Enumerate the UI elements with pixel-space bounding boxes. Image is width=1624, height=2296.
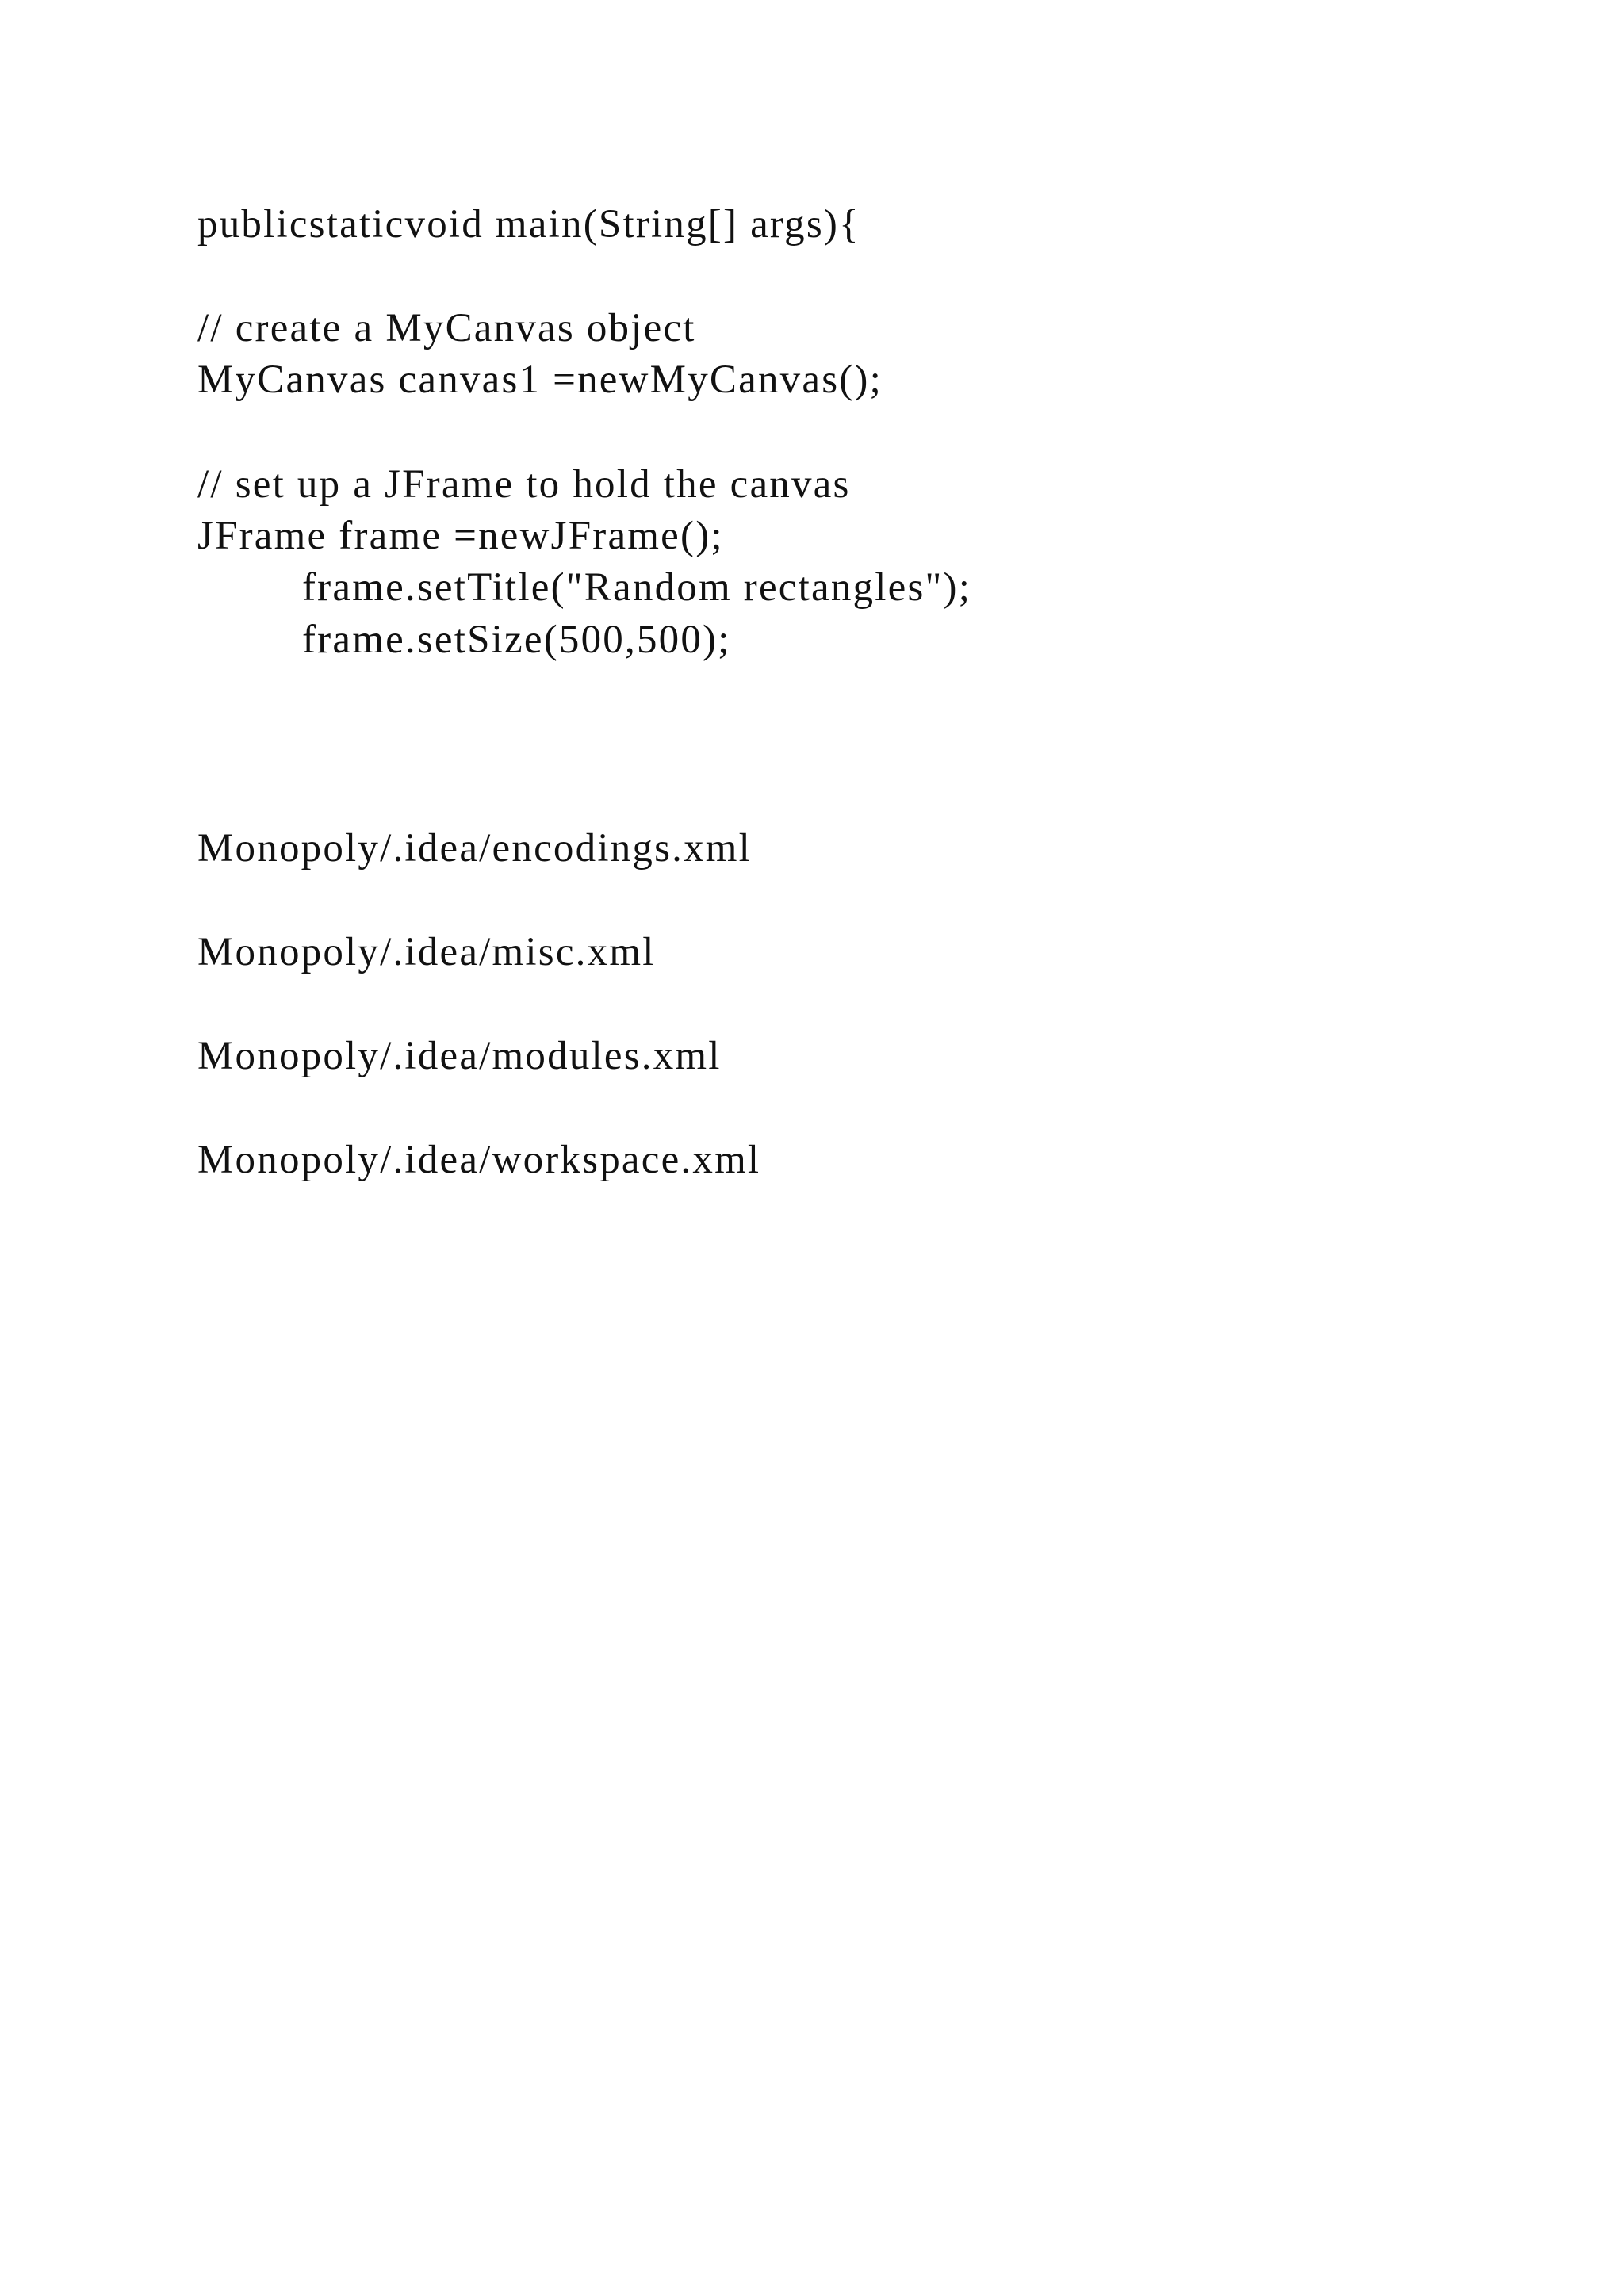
code-comment-frame: // set up a JFrame to hold the canvas xyxy=(197,462,851,507)
code-line-set-title: frame.setTitle("Random rectangles"); xyxy=(302,565,972,610)
code-line-canvas-declaration: MyCanvas canvas1 =newMyCanvas(); xyxy=(197,358,883,402)
code-comment-create: // create a MyCanvas object xyxy=(197,306,696,350)
file-path-encodings: Monopoly/.idea/encodings.xml xyxy=(197,826,753,871)
code-line-main-signature: publicstaticvoid main(String[] args){ xyxy=(197,202,860,247)
code-line-frame-declaration: JFrame frame =newJFrame(); xyxy=(197,514,724,558)
file-path-workspace: Monopoly/.idea/workspace.xml xyxy=(197,1138,761,1182)
file-path-modules: Monopoly/.idea/modules.xml xyxy=(197,1034,722,1078)
file-path-misc: Monopoly/.idea/misc.xml xyxy=(197,930,656,974)
code-line-set-size: frame.setSize(500,500); xyxy=(302,618,731,662)
